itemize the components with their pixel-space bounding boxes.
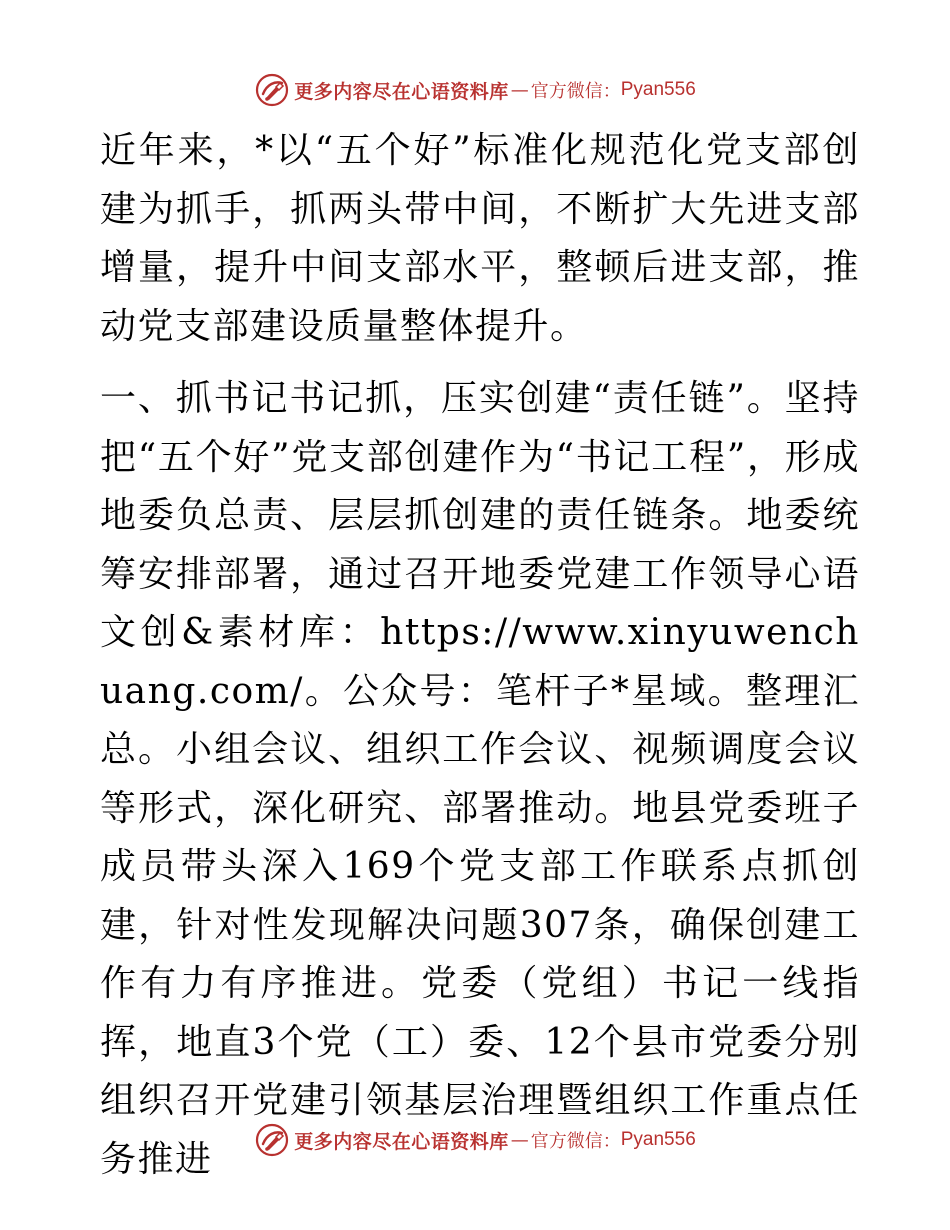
banner-wechat-id: Pyan556 [620,79,696,100]
body-paragraph-section-one: 一、抓书记书记抓，压实创建“责任链”。坚持把“五个好”党支部创建作为“书记工程”，形成地委负总责、层层抓创建的责任链条。地委统筹安排部署，通过召开地委党建工作领导心语文创&素材库：https://www.xinyuwenchuang.com/。公众号：笔杆子*星域。整理汇总。小组会议、组织工作会议、视频调度会议等形式，深化研究、部署推动。地县党委班子成员带头深入169个党支部工作联系点抓创建，针对性发现解决问题307条，确保创建工作有力有序推进。党委（党组）书记一线指挥，地直3个党（工）委、12个县市党委分别组织召开党建引领基层治理暨组织工作重点任务推进 [100,378,860,1180]
header-watermark-banner [0,70,950,110]
brand-logo-icon [254,72,290,108]
document-body [100,122,860,1189]
banner-main-text: 更多内容尽在心语资料库 [294,1130,509,1153]
banner-wechat-id: Pyan556 [620,1129,696,1150]
banner-official-label: 官方微信： [530,1131,621,1152]
banner-main-text: 更多内容尽在心语资料库 [294,80,509,103]
brand-logo-icon [254,1122,290,1158]
banner-official-label: 官方微信： [530,81,621,102]
body-paragraph-intro: 近年来，*以“五个好”标准化规范化党支部创建为抓手，抓两头带中间，不断扩大先进支部增量，提升中间支部水平，整顿后进支部，推动党支部建设质量整体提升。 [100,130,860,347]
banner-separator: — [510,1129,529,1151]
banner-separator: — [510,79,529,101]
footer-watermark-banner [0,1120,950,1160]
